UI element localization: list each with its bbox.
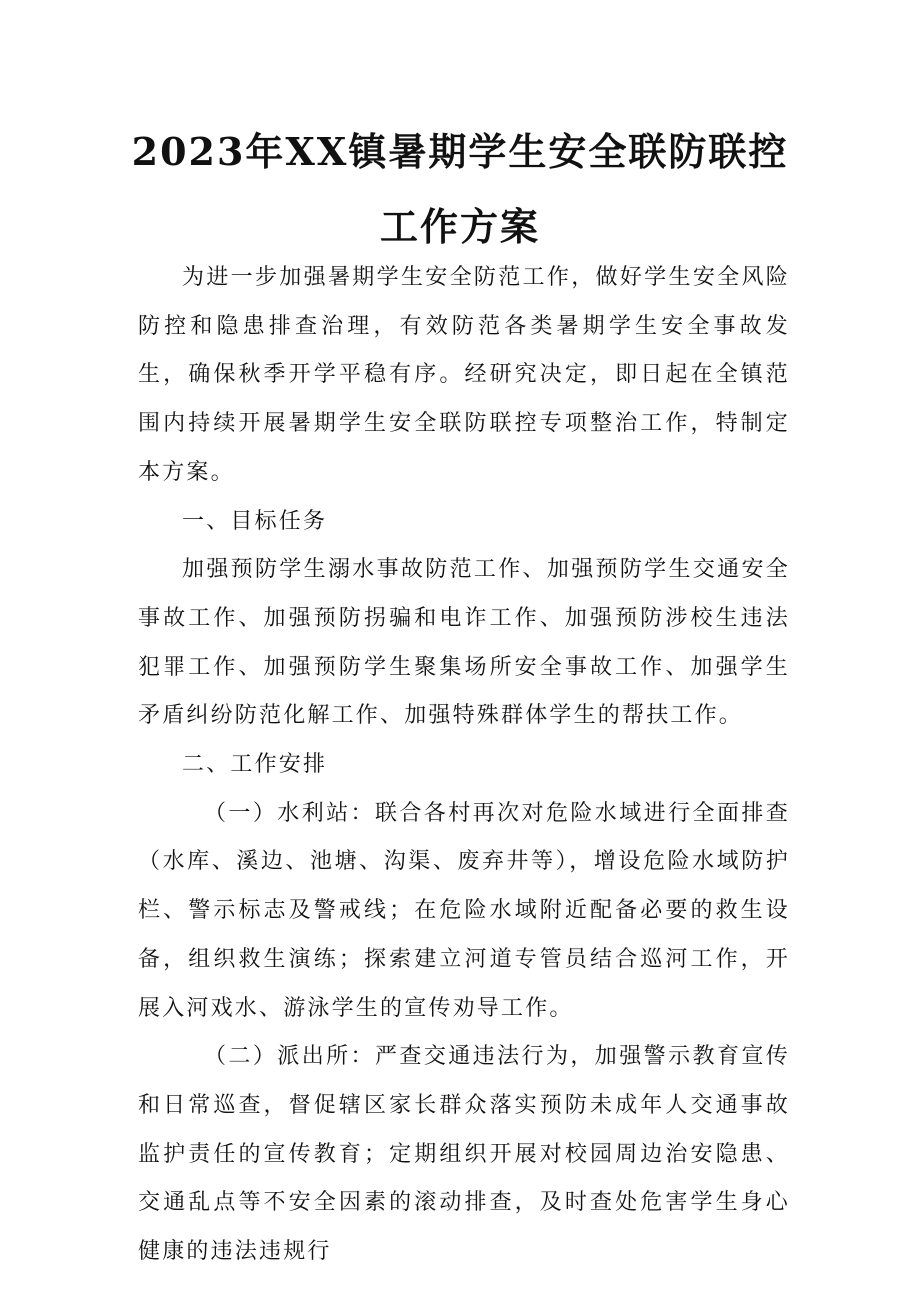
document-title-line-2: 工作方案 bbox=[379, 204, 540, 249]
section-heading-arrangements: 二、工作安排 bbox=[182, 752, 328, 778]
document-title-line-1: 2023年XX镇暑期学生安全联防联控 bbox=[131, 129, 789, 174]
water-station-paragraph: （一）水利站：联合各村再次对危险水域进行全面排查（水库、溪边、池塘、沟渠、废弃井等），增设危险水域防护栏、警示标志及警戒线；在危险水域附近配备必要的救生设备，组织救生演练；探索建立河道专管员结合巡河工作，开展入河戏水、游泳学生的宣传劝导工作。 bbox=[138, 800, 790, 1021]
section-heading-goals: 一、目标任务 bbox=[182, 508, 328, 534]
goals-paragraph: 加强预防学生溺水事故防范工作、加强预防学生交通安全事故工作、加强预防拐骗和电诈工作、加强预防涉校生违法犯罪工作、加强预防学生聚集场所安全事故工作、加强学生矛盾纠纷防范化解工作、加强特殊群体学生的帮扶工作。 bbox=[138, 557, 790, 729]
document-body bbox=[138, 254, 790, 1277]
intro-paragraph: 为进一步加强暑期学生安全防范工作，做好学生安全风险防控和隐患排查治理，有效防范各类暑期学生安全事故发生，确保秋季开学平稳有序。经研究决定，即日起在全镇范围内持续开展暑期学生安全联防联控专项整治工作，特制定本方案。 bbox=[138, 265, 790, 485]
police-station-paragraph: （二）派出所：严查交通违法行为，加强警示教育宣传和日常巡查，督促辖区家长群众落实预防未成年人交通事故监护责任的宣传教育；定期组织开展对校园周边治安隐患、交通乱点等不安全因素的滚动排查，及时查处危害学生身心健康的违法违规行 bbox=[138, 1044, 790, 1265]
